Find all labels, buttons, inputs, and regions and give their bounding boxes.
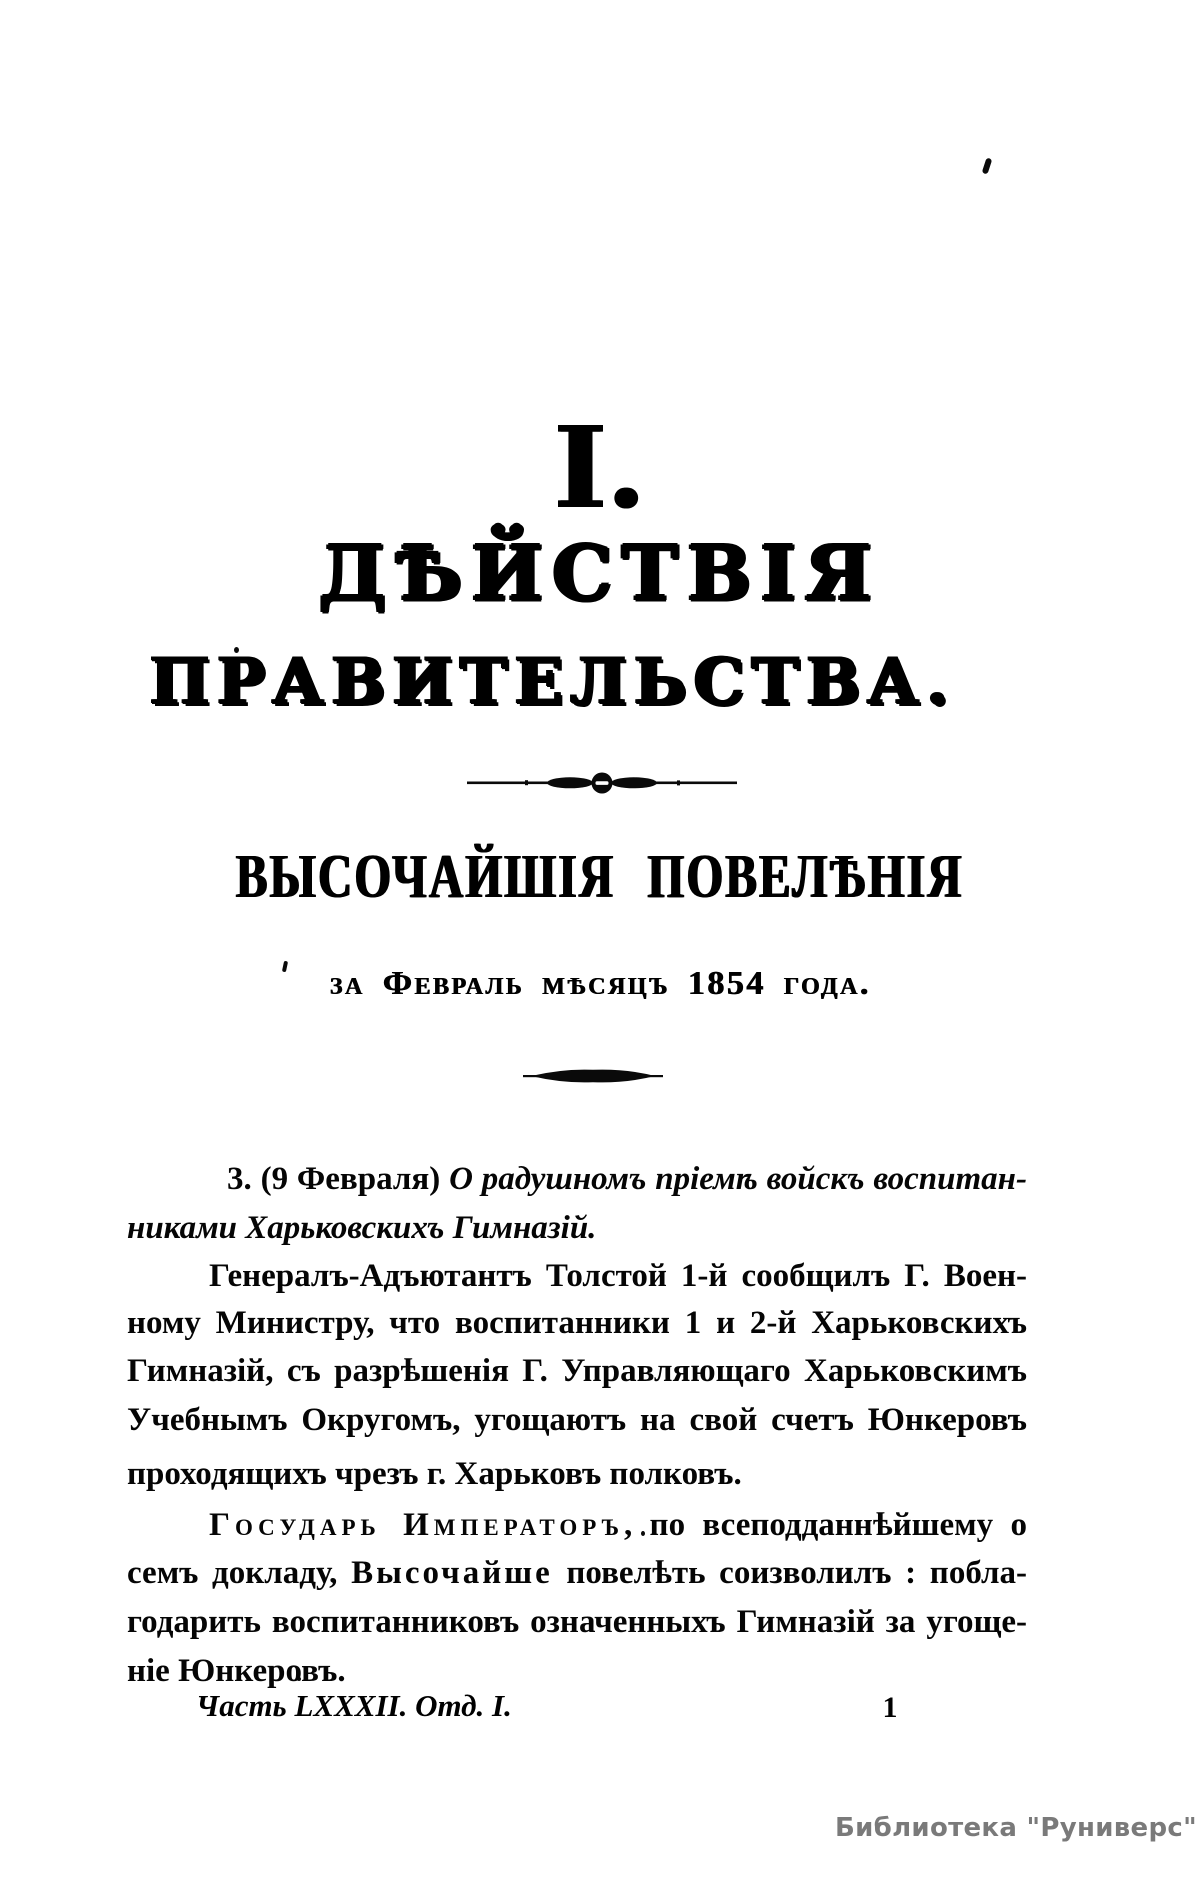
paragraph2-line2-part1: семъ докладу, (127, 1555, 352, 1591)
sovereign-emphasis: Государь Императоръ (209, 1507, 624, 1543)
page-title-line2: ПРАВИТЕЛЬСТВА. (148, 644, 956, 719)
page-title-line1: ДѢЙСТВІЯ (318, 529, 882, 618)
heading-row (0, 843, 1200, 911)
section-numeral: I. (554, 403, 646, 534)
scan-speck-apostrophe (982, 157, 993, 174)
footer-volume-label: Часть LXXXII. Отд. I. (196, 1688, 512, 1723)
paragraph1-line4: Учебнымъ Округомъ, угощаютъ на свой счетъ Юнкеровъ (127, 1402, 1027, 1438)
paragraph1-line5: проходящихъ чрезъ г. Харьковъ полковъ. (127, 1456, 742, 1492)
article-title-part1: О радушномъ пріемѣ войскъ воспитан- (449, 1161, 1027, 1197)
page-heading: ВЫСОЧАЙШІЯ ПОВЕЛѢНІЯ (236, 843, 964, 911)
divider-ornament-icon (467, 772, 737, 794)
section-divider-ornament (467, 772, 737, 799)
paragraph2-line4: ніе Юнкеровъ. (127, 1653, 346, 1689)
paragraph2-line1-rest: , по всеподданнѣйшему о (623, 1507, 1027, 1543)
paragraph2-line2 (127, 1551, 1027, 1595)
paragraph1-line3: Гимназій, съ разрѣшенія Г. Управляющаго Харьковскимъ (127, 1353, 1027, 1389)
article-number-date: 3. (9 Февраля) (227, 1161, 441, 1197)
section-divider-lens (523, 1069, 663, 1088)
paragraph1-line2: ному Министру, что воспитанники 1 и 2-й Харьковскихъ (127, 1305, 1027, 1341)
vysochayshe-emphasis: Высочайше (351, 1555, 553, 1591)
paragraph1-line1: Генералъ-Адъютантъ Толстой 1-й сообщилъ Г. Воен- (209, 1258, 1027, 1294)
paragraph2-line3: годарить воспитанниковъ означенныхъ Гимназій за угоще- (127, 1604, 1027, 1640)
article-opening-line1 (127, 1157, 1027, 1201)
page-number: 1 (882, 1691, 898, 1724)
date-subheading: за Февраль мѣсяцъ 1854 года. (329, 965, 871, 1002)
paragraph2-line1 (127, 1503, 1027, 1547)
article-opening-line2: никами Харьковскихъ Гимназій. (127, 1210, 597, 1246)
library-watermark: Библиотека "Руниверс" (835, 1813, 1197, 1843)
paragraph2-line2-rest: повелѣть соизволилъ : побла- (552, 1555, 1028, 1591)
divider-lens-icon (523, 1069, 663, 1083)
